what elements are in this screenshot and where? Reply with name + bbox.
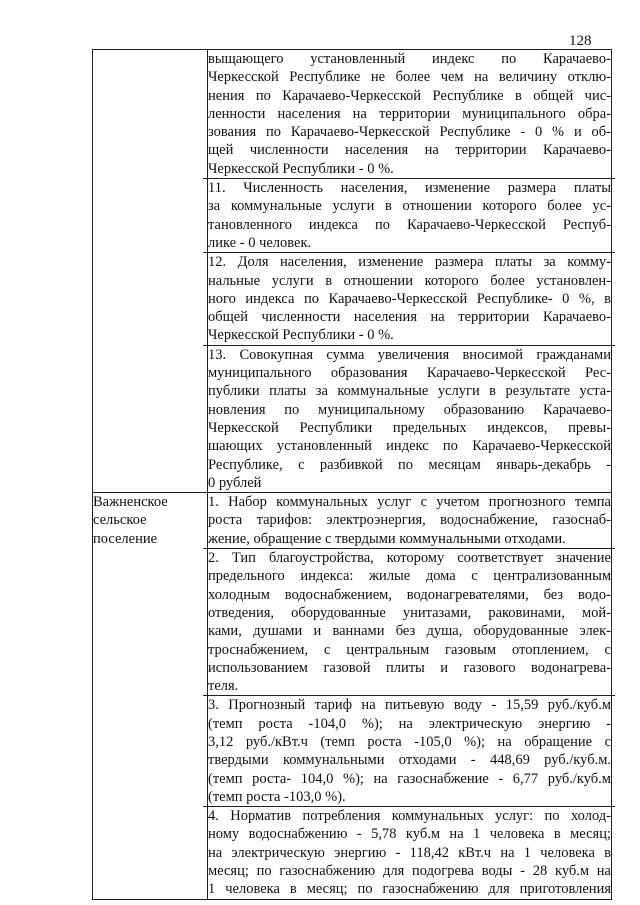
table-row [93,493,612,900]
text-line: Черкесской Республики - 0 %. [208,160,394,177]
text-line: муниципального образования Карачаево-Черкесской Рес- [208,365,611,382]
municipality-name-line: Важненское [93,494,168,511]
table-row [93,50,612,493]
text-line: ками, душами и ваннами без душа, оборудованные элек- [208,623,611,640]
municipality-table [92,49,612,900]
text-line: тановленного индекса по Карачаево-Черкесской Респуб- [208,216,611,233]
text-line: использованием газовой плиты и газового водонагрева- [208,659,611,676]
text-line: Черкесской Республике не более чем на величину отклю- [208,69,611,86]
text-line: 3,12 руб./кВт.ч (темп роста -105,0 %); на обращение с [208,733,611,750]
text-line: общей численности населения на территории Карачаево- [208,309,611,326]
text-line: Черкесской Республики - 0 %. [208,327,394,344]
text-line: (темп роста -103,0 %). [208,788,346,805]
text-line: 11. Численность населения, изменение размера платы [208,180,611,197]
text-line: на электрическую энергию - 118,42 кВт.ч на 1 человека в [208,844,611,861]
indicator-paragraph [208,696,611,806]
text-line: отведения, оборудованные унитазами, раковинами, мой- [208,604,611,621]
text-line: шающих установленный индекс по Карачаево-Черкесской [208,438,611,455]
indicator-paragraph [208,493,611,548]
indicators-cell [208,50,612,493]
text-line: 1. Набор коммунальных услуг с учетом прогнозного темпа [208,494,611,511]
indicators-cell [208,493,612,900]
text-line: холодным водоснабжением, водонагревателями, без водо- [208,586,611,603]
text-line: новления по муниципальному образованию Карачаево- [208,401,611,418]
text-line: месяц; по газоснабжению для подогрева воды - 28 куб.м на [208,863,611,880]
text-line: 3. Прогнозный тариф на питьевую воду - 15,59 руб./куб.м [208,697,611,714]
text-line: за коммунальные услуги в отношении которого более ус- [208,198,611,215]
text-line: ному водоснабжению - 5,78 куб.м на 1 человека в месяц; [208,826,611,843]
text-line: лике - 0 человек. [208,234,312,251]
municipality-name-line: сельское [93,512,147,529]
text-line: 2. Тип благоустройства, которому соответствует значение [208,550,611,567]
text-line: ленности населения на территории муниципального обра- [208,105,611,122]
indicator-paragraph [208,50,611,178]
municipality-name-cell [93,493,208,900]
text-line: роста тарифов: электроэнергия, водоснабжение, газоснаб- [208,512,611,529]
text-line: 13. Совокупная сумма увеличения вносимой гражданами [208,346,611,363]
text-line: теля. [208,678,239,695]
page-number: 128 [569,33,592,49]
text-line: ного индекса по Карачаево-Черкесской Республике- 0 %, в [208,290,611,307]
text-line: нения по Карачаево-Черкесской Республике в общей чис- [208,87,611,104]
municipality-name-line: поселение [93,530,158,547]
text-line: 12. Доля населения, изменение размера платы за комму- [208,254,611,271]
text-line: троснабжением, с центральным газовым отоплением, с [208,641,611,658]
municipality-name-cell [93,50,208,493]
text-line: публики платы за коммунальные услуги в результате уста- [208,383,611,400]
text-line: зования по Карачаево-Черкесской Республике - 0 % и об- [208,124,611,141]
text-line: жение, обращение с твердыми коммунальными отходами. [208,530,566,547]
text-line: щей численности населения на территории Карачаево- [208,142,611,159]
text-line: 4. Норматив потребления коммунальных услуг: по холод- [208,808,611,825]
text-line: выщающего установленный индекс по Карачаево- [208,51,611,67]
text-line: 0 рублей [208,474,262,491]
indicator-paragraph [208,549,611,695]
text-line: Республике, с разбивкой по месяцам январь-декабрь - [208,456,611,473]
text-line: предельного индекса: жилые дома с централизованным [208,568,611,585]
text-line: нальные услуги в отношении которого более установлен- [208,272,611,289]
text-line: Черкесской Республики предельных индексов, превы- [208,419,611,436]
text-line: (темп роста -104,0 %); на электрическую энергию - [208,715,611,732]
indicator-paragraph [208,346,611,492]
indicator-paragraph [208,179,611,252]
indicator-paragraph [208,253,611,344]
text-line: (темп роста- 104,0 %); на газоснабжение - 6,77 руб./куб.м [208,770,611,787]
text-line: твердыми коммунальными отходами - 448,69 руб./куб.м. [208,752,611,769]
text-line: 1 человека в месяц; по газоснабжению для приготовления [208,881,611,898]
indicator-paragraph [208,807,611,898]
